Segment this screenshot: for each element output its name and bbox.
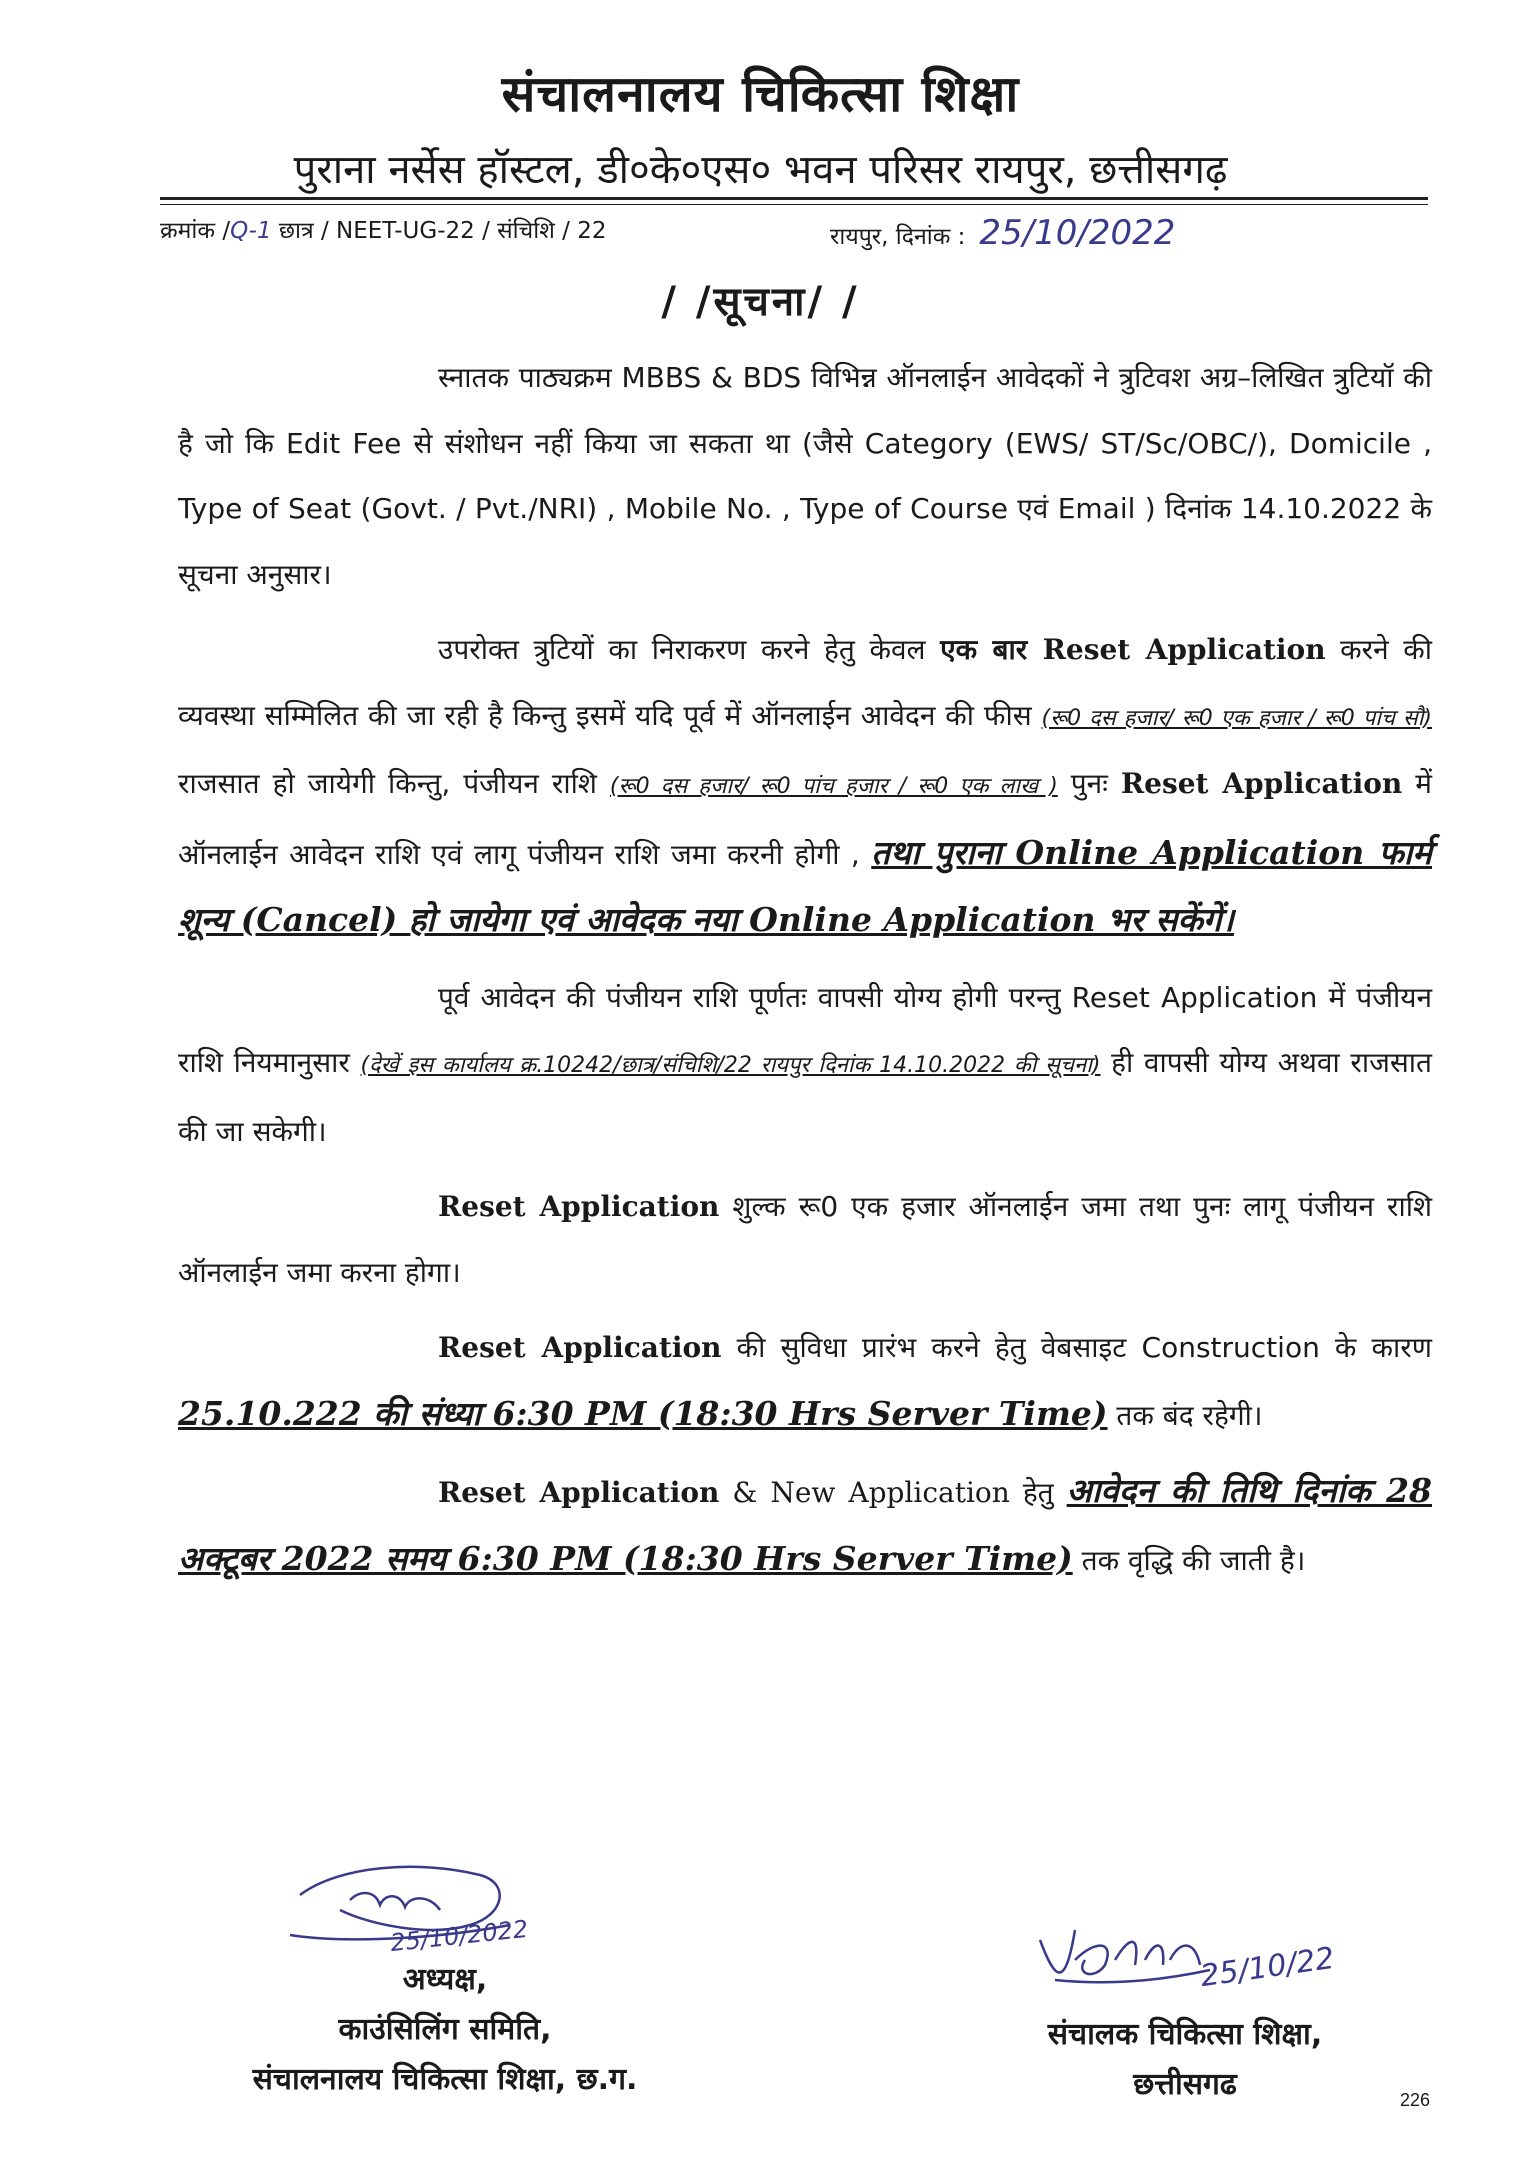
place-date-label: रायपुर, दिनांक :: [830, 224, 966, 250]
issue-date: [830, 213, 1175, 253]
p2-reset-application: Reset Application: [1120, 767, 1403, 800]
paragraph-5: [178, 1315, 1432, 1448]
header-rule-thick: [160, 197, 1428, 200]
p5-reset-application: Reset Application: [438, 1331, 722, 1364]
header-rule-thin: [160, 204, 1428, 205]
p2-bold-once-reset: एक बार Reset Application: [940, 633, 1326, 666]
p6-text-d: तक वृद्धि की जाती है।: [1081, 1543, 1306, 1577]
right-signature-scribble: [1035, 1920, 1215, 2000]
reference-number: [160, 213, 606, 245]
paragraph-1: स्नातक पाठ्यक्रम MBBS & BDS विभिन्न ऑनलाईन आवेदकों ने त्रुटिवश अग्र–लिखित त्रुटियॉ की है जो कि Edit Fee से संशोधन नहीं किया जा सकता था (जैसे Category (EWS/ ST/Sc/OBC/), Domicile , Type of Seat (Govt. / Pvt./NRI) , Mobile No. , Type of Course एवं Email ) दिनांक 14.10.2022 के सूचना अनुसार।: [178, 361, 1432, 591]
department-title: संचालनालय चिकित्सा शिक्षा: [501, 65, 1020, 123]
left-signatory-committee: काउंसिलिंग समिति,: [338, 2012, 552, 2047]
paragraph-3: [178, 965, 1432, 1165]
department-address: पुराना नर्सेस हॉस्टल, डी०के०एस० भवन परिसर रायपुर, छत्तीसगढ़: [293, 147, 1228, 193]
p5-closure-time: 25.10.222 की संध्या 6:30 PM (18:30 Hrs Server Time): [178, 1393, 1108, 1433]
p6-extended-deadline: आवेदन की तिथि दिनांक 28 अक्टूबर 2022 समय 6:30 PM (18:30 Hrs Server Time): [178, 1471, 1432, 1578]
left-signature-date: 25/10/2022: [388, 1914, 530, 1958]
p3-text-a: पूर्व आवेदन की पंजीयन राशि पूर्णतः वापसी योग्य होगी परन्तु Reset Application में पंजीयन राशि नियमानुसार: [178, 980, 1432, 1079]
notice-heading: / /सूचना/ /: [661, 279, 860, 325]
p2-text-i: में ऑनलाईन आवेदन राशि एवं लागू पंजीयन राशि जमा करनी होगी ,: [178, 767, 1433, 871]
p2-text-a: उपरोक्त त्रुटियों का निराकरण करने हेतु केवल: [438, 633, 926, 666]
left-signatory: [225, 1955, 665, 2105]
p3-reference-note: (देखें इस कार्यालय क्र.10242/छात्र/संचिशि/22 रायपुर दिनांक 14.10.2022 की सूचना): [360, 1053, 1101, 1078]
p4-reset-application: Reset Application: [438, 1190, 720, 1223]
right-signatory: [985, 2010, 1385, 2110]
p2-registration-amounts: (रू0 दस हजार/ रू0 पांच हजार / रू0 एक लाख ): [609, 774, 1058, 799]
right-signature-date: 25/10/22: [1198, 1940, 1337, 1995]
p2-text-e: राजसात हो जायेगी किन्तु, पंजीयन राशि: [178, 767, 597, 800]
p2-cancel-notice: तथा पुराना Online Application फार्म शून्य (Cancel) हो जायेगा एवं आवेदक नया Online Application भर सकेंगें।: [178, 832, 1432, 939]
p6-reset-application: Reset Application: [438, 1476, 720, 1509]
reference-suffix: छात्र / NEET-UG-22 / संचिशि / 22: [278, 218, 607, 244]
page-number: 226: [1400, 2090, 1431, 2110]
p3-text-c: ही वापसी योग्य अथवा राजसात की जा सकेगी।: [178, 1046, 1433, 1148]
notice-body: [178, 345, 1432, 1603]
left-signatory-title: अध्यक्ष,: [402, 1962, 488, 1997]
right-signatory-state: छत्तीसगढ: [1133, 2067, 1237, 2102]
p2-text-c: करने की व्यवस्था सम्मिलित की जा रही है किन्तु इसमें यदि पूर्व में ऑनलाईन आवेदन की फीस: [178, 633, 1432, 732]
p2-text-g: पुनः: [1070, 767, 1108, 800]
p5-text-d: तक बंद रहेगी।: [1116, 1398, 1263, 1432]
paragraph-4: [178, 1174, 1432, 1305]
p6-text-b: & New Application हेतु: [732, 1476, 1054, 1509]
handwritten-date: 25/10/2022: [979, 213, 1176, 253]
p5-text-b: की सुविधा प्रारंभ करने हेतु वेबसाइट Construction के कारण: [736, 1331, 1432, 1364]
paragraph-2: [178, 617, 1432, 955]
reference-prefix: क्रमांक /: [160, 218, 231, 244]
paragraph-6: [178, 1458, 1432, 1593]
reference-handwritten-number: Q-1: [230, 218, 272, 244]
p4-text-b: शुल्क रू0 एक हजार ऑनलाईन जमा तथा पुनः लागू पंजीयन राशि ऑनलाईन जमा करना होगा।: [178, 1190, 1432, 1289]
left-signatory-office: संचालनालय चिकित्सा शिक्षा, छ.ग.: [252, 2062, 638, 2097]
p2-fee-amounts: (रू0 दस हजार/ रू0 एक हजार / रू0 पांच सौ): [1041, 705, 1432, 731]
right-signatory-title: संचालक चिकित्सा शिक्षा,: [1047, 2017, 1323, 2052]
